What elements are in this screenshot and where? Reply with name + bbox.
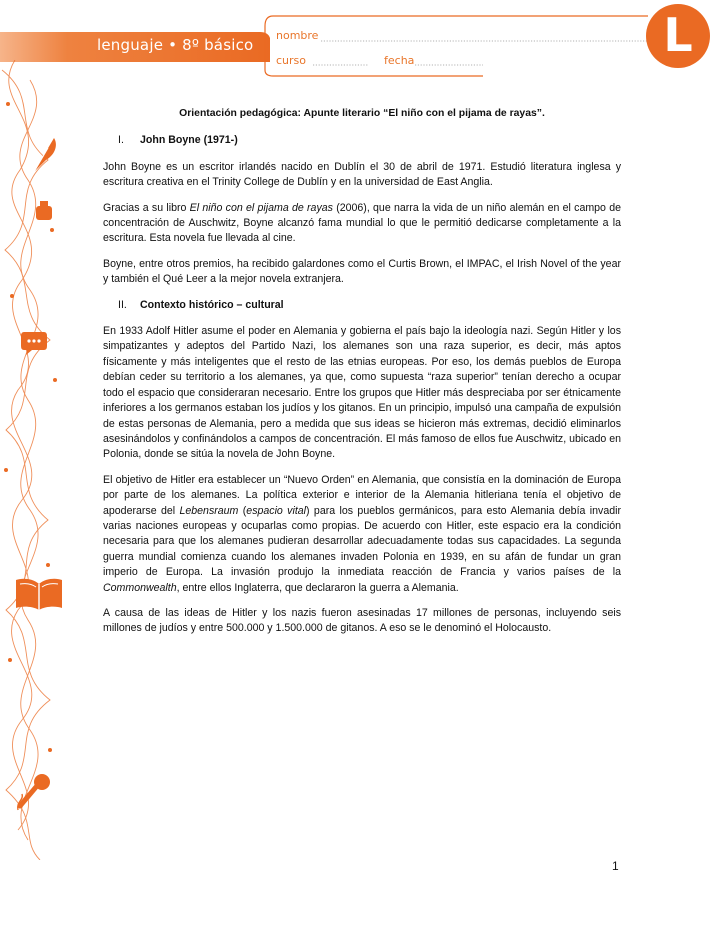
speech-bubble-icon xyxy=(20,330,48,356)
italic-term: Commonwealth xyxy=(103,581,177,594)
paragraph: John Boyne es un escritor irlandés nacido en Dublín el 30 de abril de 1971. Estudió literatura inglesa y escritura creativa en el Trinity College de Dublín y en la universidad de East Anglia. xyxy=(103,160,621,189)
document-body xyxy=(103,106,621,647)
section-heading-2 xyxy=(103,298,621,313)
paragraph: El objetivo de Hitler era establecer un “Nuevo Orden” en Alemania, que consistía en la dominación de Europa por parte de los alemanes. La política exterior e interior de la Alemania hitleriana tenía el objetivo de apoderarse del Lebensraum (espacio vital) para los pueblos germánicos, para esto Alemania debía invadir varias naciones europeas y ocuparlas como propias. De acuerdo con Hitler, este espacio era la condición necesaria para que los alemanes pudieran desarrollar adecuadamente todas sus capacidades. La segunda guerra mundial comienza cuando los alemanes invaden Polonia en 1939, en su afán de fundar un gran imperio de Europa. La invasión produjo la inmediata reacción de Francia y varios países de la Commonwealth, entre ellos Inglaterra, que declararon la guerra a Alemania. xyxy=(103,473,621,594)
document-title: Orientación pedagógica: Apunte literario “El niño con el pijama de rayas”. xyxy=(179,108,545,119)
student-info-box xyxy=(263,14,653,78)
paragraph: Gracias a su libro El niño con el pijama de rayas (2006), que narra la vida de un niño alemán en el campo de concentración de Auschwitz, Boyne alcanzó fama mundial lo que le permitió dedicarse completamente a la escritura. Esta novela fue llevada al cine. xyxy=(103,201,621,245)
course-field-label: curso xyxy=(276,54,307,67)
section-title: Contexto histórico – cultural xyxy=(140,298,284,311)
feather-icon xyxy=(30,134,60,174)
paragraph: A causa de las ideas de Hitler y los nazis fueron asesinadas 17 millones de personas, incluyendo seis millones de judíos y entre 500.000 y 1.500.000 de gitanos. A eso se le denominó el Holocausto. xyxy=(103,606,621,635)
paragraph: En 1933 Adolf Hitler asume el poder en Alemania y gobierna el país bajo la ideología nazi. Según Hitler y los simpatizantes y adeptos del Partido Nazi, los alemanes son una raza superior, es decir, más aptos físicamente y más inteligentes que el resto de las etnias europeas. Por eso, los demás pueblos de Europa debían ceder su territorio a los alemanes, ya que, como supuesta “raza superior” tenían derecho a ocupar todo el espacio que consideraran necesario. Entre los grupos que Hitler más despreciaba por ser étnicamente inferiores a los germanos estaban los judíos y los gitanos. En un principio, impulsó una campaña de expulsión de estas personas de Alemania, pero a medida que sus ideas se hicieron más extremas, decidió eliminarlos asesinándolos y confinándolos a campos de concentración. El más famoso de ellos fue Auschwitz, ubicado en Polonia, donde se sitúa la novela de John Boyne. xyxy=(103,325,621,461)
page-number: 1 xyxy=(612,859,619,873)
ink-bottle-icon xyxy=(32,198,56,222)
microphone-icon xyxy=(14,772,54,812)
subject-badge-letter: L xyxy=(663,8,693,62)
name-label: nombre xyxy=(276,29,319,42)
course-label: lenguaje • 8º básico xyxy=(97,36,254,54)
section-heading-1 xyxy=(103,133,621,148)
paragraph: Boyne, entre otros premios, ha recibido galardones como el Curtis Brown, el IMPAC, el Irish Novel of the year y también el Qué Leer a la mejor novela extranjera. xyxy=(103,257,621,286)
left-decoration xyxy=(0,60,70,860)
italic-term: espacio vital xyxy=(246,504,307,517)
section-title: John Boyne (1971-) xyxy=(140,134,238,147)
book-icon xyxy=(14,576,64,612)
section-number: II. xyxy=(118,298,127,311)
italic-term: Lebensraum xyxy=(179,504,239,517)
book-title: El niño con el pijama de rayas xyxy=(189,201,333,214)
date-label: fecha xyxy=(384,54,415,67)
section-number: I. xyxy=(118,134,124,147)
